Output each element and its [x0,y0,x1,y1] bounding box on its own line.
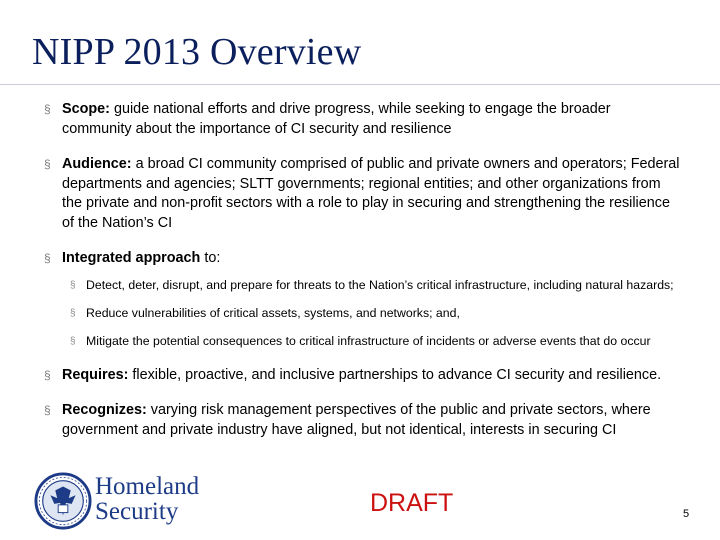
bullet-lead: Requires: [62,366,129,383]
sub-bullet-text: Reduce vulnerabilities of critical assets, systems, and networks; and, [86,305,460,320]
bullet-marker: § [44,157,51,171]
wordmark-security: Security [95,498,179,525]
title-divider [0,84,720,85]
sub-bullet-reduce [70,305,684,322]
dhs-seal-icon [34,472,92,530]
sub-bullet-detect [70,277,684,294]
bullet-integrated-approach [44,249,684,350]
sub-bullet-mitigate [70,333,684,350]
bullet-lead: Audience: [62,156,132,172]
bullet-requires [44,366,684,386]
bullet-marker: § [44,102,51,116]
sub-bullet-list [70,277,684,350]
draft-label: DRAFT [370,489,454,517]
wordmark-homeland: Homeland [95,473,200,500]
sub-bullet-marker: § [70,279,76,291]
bullet-scope [44,100,684,139]
bullet-text: flexible, proactive, and inclusive partnerships to advance CI security and resilience. [128,366,662,383]
bullet-recognizes [44,401,684,440]
sub-bullet-marker: § [70,307,76,319]
homeland-security-wordmark [95,474,199,524]
bullet-marker: § [44,367,51,382]
bullet-lead: Scope: [62,101,110,117]
sub-bullet-text: Detect, deter, disrupt, and prepare for threats to the Nation’s critical infrastructure, including natural hazards; [86,277,674,292]
bullet-audience [44,155,684,233]
bullet-lead: Recognizes: [62,402,147,418]
bullet-lead: Integrated approach [62,250,201,266]
bullet-marker: § [44,251,51,265]
bullet-text: varying risk management perspectives of the public and private sectors, where government and private industry have aligned, but not identical, interests in securing CI [62,402,651,438]
slide-title: NIPP 2013 Overview [32,31,362,73]
sub-bullet-marker: § [70,335,76,347]
bullet-list [44,100,684,456]
bullet-text: guide national efforts and drive progress, while seeking to engage the broader community about the importance of CI security and resilience [62,101,611,137]
sub-bullet-text: Mitigate the potential consequences to critical infrastructure of incidents or adverse events that do occur [86,333,651,348]
bullet-text: to: [200,250,221,266]
bullet-marker: § [44,403,51,417]
bullet-text: a broad CI community comprised of public and private owners and operators; Federal departments and agencies; SLTT governments; regional entities; and other organizations from the private and non-profit sectors with a role to play in securing and strengthening the resilience of the Nation’s CI [62,156,680,231]
page-number: 5 [683,508,690,520]
